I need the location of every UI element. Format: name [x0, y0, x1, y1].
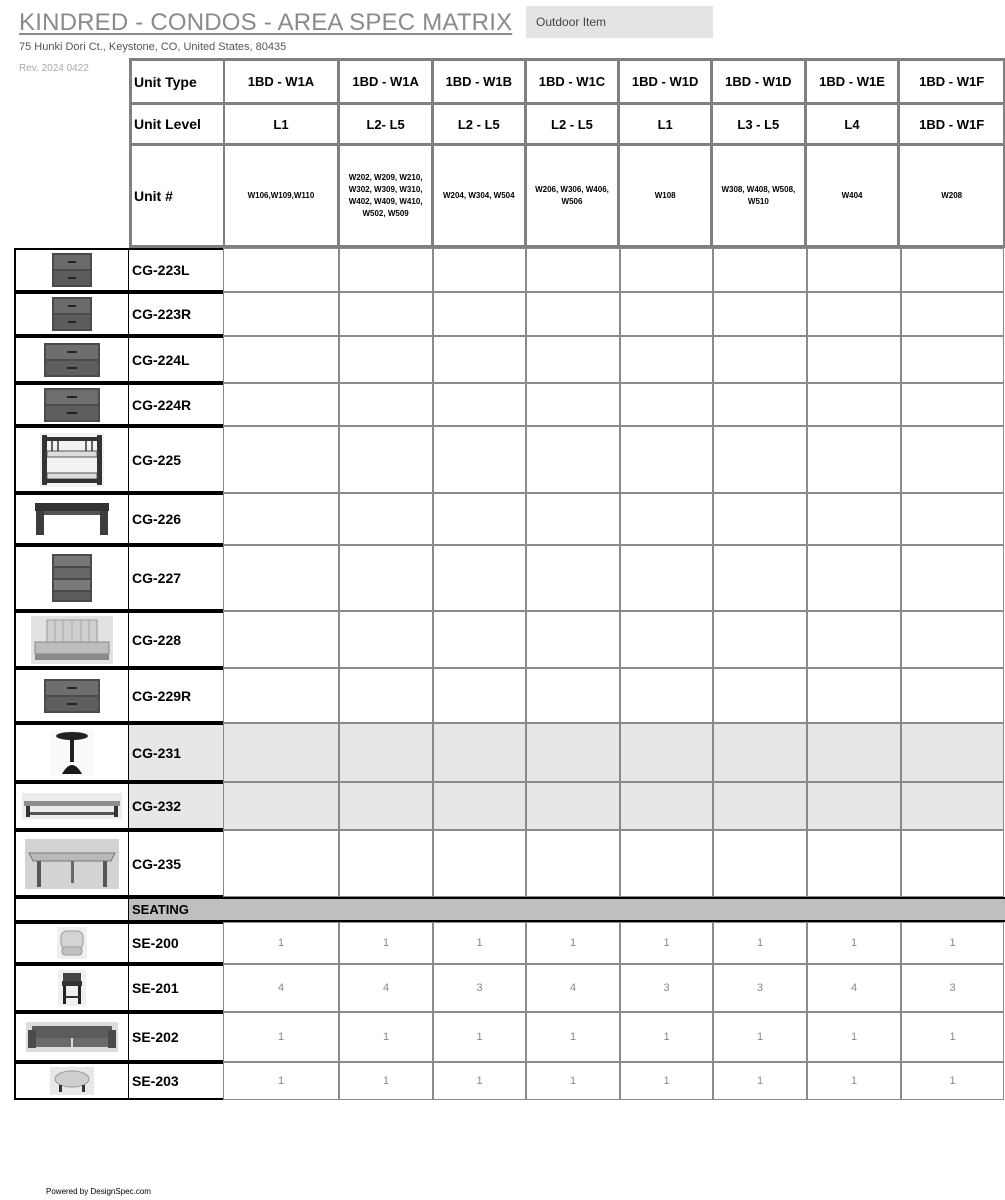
item-qty-cell — [807, 426, 901, 493]
item-qty-cell — [807, 668, 901, 723]
item-qty-cell — [526, 248, 620, 292]
item-row — [129, 292, 1005, 336]
item-qty-cell — [713, 426, 807, 493]
item-qty-cell — [339, 611, 433, 668]
header-cell-level-3: L2 - L5 — [434, 105, 527, 143]
item-qty-cell — [433, 782, 526, 830]
seating-item-image-3 — [14, 1012, 130, 1062]
item-qty-cell — [807, 493, 901, 545]
item-qty-cell — [526, 545, 620, 611]
revision-label: Rev. 2024 0422 — [19, 63, 89, 74]
item-code: CG-228 — [129, 611, 223, 668]
item-qty-cell — [339, 782, 433, 830]
item-qty-cell — [433, 248, 526, 292]
item-qty-cell — [223, 493, 339, 545]
item-qty-cell — [339, 426, 433, 493]
item-qty-cell — [901, 830, 1004, 897]
dresser-icon — [43, 387, 101, 423]
item-image-11 — [14, 782, 130, 830]
item-qty-cell — [433, 383, 526, 426]
header-cell-units-7: W404 — [807, 146, 901, 245]
seating-item-qty-cell: 1 — [807, 922, 901, 964]
item-image-3 — [14, 336, 130, 383]
side-table-icon — [50, 730, 94, 776]
item-qty-cell — [901, 668, 1004, 723]
item-qty-cell — [223, 723, 339, 782]
item-code: CG-225 — [129, 426, 223, 493]
item-qty-cell — [339, 493, 433, 545]
seating-item-qty-cell: 1 — [713, 1062, 807, 1100]
item-qty-cell — [526, 611, 620, 668]
item-qty-cell — [620, 545, 713, 611]
item-qty-cell — [620, 611, 713, 668]
item-code: CG-231 — [129, 723, 223, 782]
header-cell-units-1: W106,W109,W110 — [225, 146, 341, 245]
swivel-chair-icon — [57, 927, 87, 959]
header-cell-type-7: 1BD - W1E — [807, 61, 901, 102]
seating-item-qty-cell: 1 — [223, 1062, 339, 1100]
section-header-seating: SEATING — [129, 897, 1005, 922]
item-qty-cell — [223, 782, 339, 830]
item-qty-cell — [807, 723, 901, 782]
seating-item-qty-cell: 1 — [223, 922, 339, 964]
item-row — [129, 782, 1005, 830]
item-image-5 — [14, 426, 130, 493]
seating-item-row — [129, 1062, 1005, 1100]
item-qty-cell — [620, 493, 713, 545]
unit-level-label: Unit Level — [132, 105, 225, 143]
seating-item-qty-cell: 1 — [526, 1062, 620, 1100]
item-qty-cell — [620, 830, 713, 897]
item-qty-cell — [620, 292, 713, 336]
item-image-7 — [14, 545, 130, 611]
seating-item-qty-cell: 4 — [339, 964, 433, 1012]
seating-item-qty-cell: 1 — [339, 922, 433, 964]
seating-item-qty-cell: 3 — [713, 964, 807, 1012]
unit-number-label: Unit # — [132, 146, 225, 245]
item-qty-cell — [713, 545, 807, 611]
seating-item-qty-cell: 1 — [223, 1012, 339, 1062]
seating-item-row — [129, 1012, 1005, 1062]
item-row — [129, 383, 1005, 426]
item-qty-cell — [901, 545, 1004, 611]
header-cell-level-1: L1 — [225, 105, 341, 143]
item-row — [129, 545, 1005, 611]
seating-item-qty-cell: 1 — [620, 922, 713, 964]
item-qty-cell — [807, 292, 901, 336]
item-row — [129, 830, 1005, 897]
item-qty-cell — [526, 493, 620, 545]
item-qty-cell — [526, 292, 620, 336]
item-qty-cell — [807, 248, 901, 292]
item-code: CG-224L — [129, 336, 223, 383]
item-qty-cell — [901, 782, 1004, 830]
item-image-1 — [14, 248, 130, 292]
item-code: CG-224R — [129, 383, 223, 426]
item-qty-cell — [526, 336, 620, 383]
item-qty-cell — [901, 383, 1004, 426]
item-image-8 — [14, 611, 130, 668]
header-cell-level-6: L3 - L5 — [713, 105, 807, 143]
seating-item-image-1 — [14, 922, 130, 964]
item-qty-cell — [223, 668, 339, 723]
item-qty-cell — [433, 830, 526, 897]
item-row — [129, 248, 1005, 292]
item-qty-cell — [807, 830, 901, 897]
seating-item-qty-cell: 1 — [526, 1012, 620, 1062]
item-qty-cell — [433, 336, 526, 383]
item-image-4 — [14, 383, 130, 426]
item-qty-cell — [620, 723, 713, 782]
item-code: CG-227 — [129, 545, 223, 611]
item-qty-cell — [223, 545, 339, 611]
item-image-12 — [14, 830, 130, 897]
seating-item-qty-cell: 1 — [433, 922, 526, 964]
unit-level-row — [132, 105, 1003, 146]
item-qty-cell — [901, 336, 1004, 383]
item-qty-cell — [620, 426, 713, 493]
item-qty-cell — [713, 383, 807, 426]
item-qty-cell — [713, 292, 807, 336]
seating-item-qty-cell: 1 — [807, 1012, 901, 1062]
dresser-icon — [43, 678, 101, 714]
seating-item-qty-cell: 4 — [526, 964, 620, 1012]
item-qty-cell — [713, 493, 807, 545]
ottoman-icon — [50, 1067, 94, 1095]
item-qty-cell — [339, 668, 433, 723]
item-qty-cell — [223, 611, 339, 668]
dresser-icon — [43, 342, 101, 378]
seating-item-qty-cell: 3 — [620, 964, 713, 1012]
item-qty-cell — [620, 668, 713, 723]
seating-item-qty-cell: 1 — [433, 1062, 526, 1100]
item-qty-cell — [223, 292, 339, 336]
item-qty-cell — [713, 248, 807, 292]
item-qty-cell — [526, 782, 620, 830]
powered-by-footer: Powered by DesignSpec.com — [46, 1187, 151, 1196]
item-qty-cell — [433, 493, 526, 545]
item-qty-cell — [433, 292, 526, 336]
seating-item-qty-cell: 4 — [807, 964, 901, 1012]
header-cell-type-1: 1BD - W1A — [225, 61, 341, 102]
item-qty-cell — [807, 383, 901, 426]
item-qty-cell — [339, 248, 433, 292]
header-cell-level-5: L1 — [620, 105, 713, 143]
item-qty-cell — [807, 545, 901, 611]
header-cell-level-2: L2- L5 — [340, 105, 434, 143]
item-row — [129, 336, 1005, 383]
item-qty-cell — [526, 426, 620, 493]
item-row — [129, 426, 1005, 493]
item-code: CG-226 — [129, 493, 223, 545]
bar-stool-icon — [58, 970, 86, 1006]
seating-item-image-2 — [14, 964, 130, 1012]
item-qty-cell — [223, 248, 339, 292]
item-qty-cell — [223, 336, 339, 383]
seating-item-qty-cell: 1 — [713, 1012, 807, 1062]
item-image-10 — [14, 723, 130, 782]
nightstand-icon — [51, 252, 93, 288]
header-cell-type-4: 1BD - W1C — [527, 61, 621, 102]
item-qty-cell — [807, 336, 901, 383]
item-code: CG-235 — [129, 830, 223, 897]
item-qty-cell — [901, 493, 1004, 545]
unit-type-row — [132, 61, 1003, 105]
item-qty-cell — [433, 545, 526, 611]
item-qty-cell — [223, 830, 339, 897]
nightstand-icon — [51, 296, 93, 332]
seating-item-qty-cell: 1 — [526, 922, 620, 964]
header-cell-type-8: 1BD - W1F — [919, 74, 985, 89]
item-row — [129, 493, 1005, 545]
item-qty-cell — [713, 782, 807, 830]
item-code: CG-229R — [129, 668, 223, 723]
seating-item-row — [129, 922, 1005, 964]
seating-item-image-4 — [14, 1062, 130, 1100]
seating-item-qty-cell: 1 — [339, 1012, 433, 1062]
header-cell-level-4: L2 - L5 — [527, 105, 621, 143]
item-qty-cell — [713, 723, 807, 782]
matrix-header — [129, 58, 1005, 248]
seating-item-code: SE-202 — [129, 1012, 223, 1062]
outdoor-item-legend: Outdoor Item — [526, 6, 713, 38]
item-qty-cell — [526, 383, 620, 426]
seating-item-qty-cell: 1 — [433, 1012, 526, 1062]
dining-table-icon — [25, 839, 119, 889]
item-qty-cell — [620, 336, 713, 383]
seating-item-qty-cell: 1 — [901, 1062, 1004, 1100]
sofa-icon — [26, 1022, 118, 1052]
seating-item-qty-cell: 1 — [807, 1062, 901, 1100]
item-qty-cell — [339, 292, 433, 336]
item-qty-cell — [223, 383, 339, 426]
item-qty-cell — [526, 830, 620, 897]
item-image-2 — [14, 292, 130, 336]
tall-chest-icon — [51, 553, 93, 603]
item-qty-cell — [713, 336, 807, 383]
seating-item-qty-cell: 4 — [223, 964, 339, 1012]
item-code: CG-232 — [129, 782, 223, 830]
seating-item-row — [129, 964, 1005, 1012]
item-qty-cell — [807, 611, 901, 668]
item-qty-cell — [807, 782, 901, 830]
item-qty-cell — [901, 248, 1004, 292]
seating-item-qty-cell: 1 — [901, 922, 1004, 964]
item-qty-cell — [433, 611, 526, 668]
item-qty-cell — [713, 668, 807, 723]
header-cell-type-3: 1BD - W1B — [434, 61, 527, 102]
header-cell-level-7: L4 — [807, 105, 901, 143]
header-cell-units-4: W206, W306, W406, W506 — [527, 146, 621, 245]
console-table-icon — [34, 501, 110, 537]
item-qty-cell — [339, 336, 433, 383]
seating-item-qty-cell: 1 — [901, 1012, 1004, 1062]
header-cell-units-2: W202, W209, W210, W302, W309, W310, W402, W409, W410, W502, W509 — [340, 146, 434, 245]
item-row — [129, 723, 1005, 782]
seating-item-qty-cell: 3 — [433, 964, 526, 1012]
unit-number-row — [132, 146, 1003, 245]
item-qty-cell — [713, 830, 807, 897]
seating-item-code: SE-201 — [129, 964, 223, 1012]
item-qty-cell — [901, 611, 1004, 668]
seating-item-qty-cell: 1 — [713, 922, 807, 964]
item-code: CG-223R — [129, 292, 223, 336]
item-qty-cell — [901, 292, 1004, 336]
header-cell-units-8: W208 — [941, 190, 963, 200]
seating-item-qty-cell: 1 — [620, 1062, 713, 1100]
item-qty-cell — [223, 426, 339, 493]
item-image-9 — [14, 668, 130, 723]
item-code: CG-223L — [129, 248, 223, 292]
item-qty-cell — [433, 723, 526, 782]
seating-item-qty-cell: 1 — [620, 1012, 713, 1062]
seating-item-qty-cell: 1 — [339, 1062, 433, 1100]
page-title: KINDRED - CONDOS - AREA SPEC MATRIX — [19, 9, 513, 36]
item-qty-cell — [433, 668, 526, 723]
item-qty-cell — [901, 723, 1004, 782]
item-qty-cell — [620, 248, 713, 292]
header-cell-type-5: 1BD - W1D — [620, 61, 713, 102]
bunk-bed-icon — [40, 433, 104, 487]
item-qty-cell — [526, 668, 620, 723]
project-address: 75 Hunki Dori Ct., Keystone, CO, United States, 80435 — [19, 41, 287, 53]
header-cell-type-6: 1BD - W1D — [713, 61, 807, 102]
item-qty-cell — [339, 723, 433, 782]
header-cell-units-3: W204, W304, W504 — [434, 146, 527, 245]
header-cell-units-6: W308, W408, W508, W510 — [713, 146, 807, 245]
item-qty-cell — [339, 545, 433, 611]
item-qty-cell — [620, 782, 713, 830]
item-qty-cell — [713, 611, 807, 668]
header-cell-level-8: 1BD - W1F — [919, 116, 985, 132]
item-row — [129, 668, 1005, 723]
item-qty-cell — [620, 383, 713, 426]
unit-type-label: Unit Type — [132, 61, 225, 102]
seating-item-code: SE-203 — [129, 1062, 223, 1100]
item-qty-cell — [526, 723, 620, 782]
item-qty-cell — [339, 830, 433, 897]
header-cell-type-2: 1BD - W1A — [340, 61, 434, 102]
seating-item-code: SE-200 — [129, 922, 223, 964]
seating-item-qty-cell: 3 — [901, 964, 1004, 1012]
item-qty-cell — [901, 426, 1004, 493]
bed-icon — [31, 616, 113, 664]
bench-icon — [22, 793, 122, 819]
header-cell-units-5: W108 — [620, 146, 713, 245]
item-image-6 — [14, 493, 130, 545]
item-row — [129, 611, 1005, 668]
item-qty-cell — [339, 383, 433, 426]
item-qty-cell — [433, 426, 526, 493]
section-image-cell — [14, 897, 130, 922]
